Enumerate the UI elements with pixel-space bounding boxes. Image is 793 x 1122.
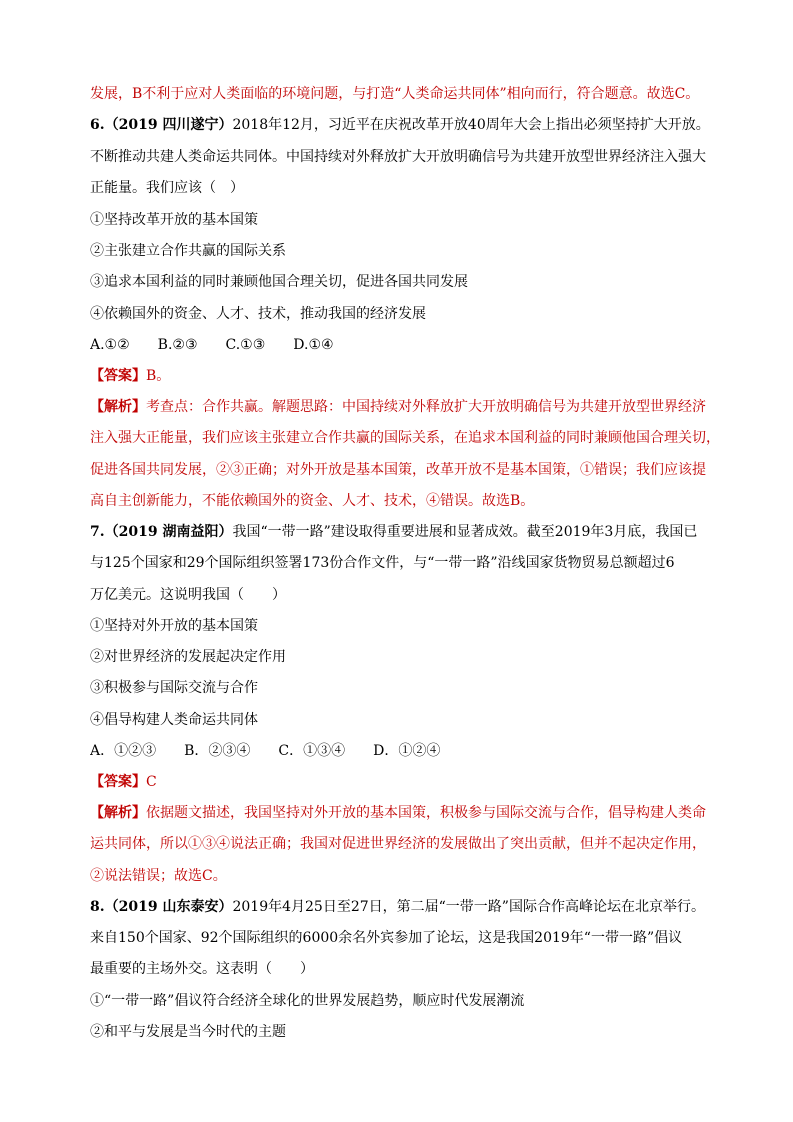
- q7-stem-line-2: 与125个国家和29个国际组织签署173份合作文件，与“一带一路”沿线国家货物贸易总额超过6: [90, 555, 675, 571]
- q6-stem-text: 2018年12月，习近平在庆祝改革开放40周年大会上指出必须坚持扩大开放。: [232, 117, 710, 133]
- q7-answer: [90, 772, 730, 792]
- q7-answer-value: C: [146, 774, 157, 790]
- q7-analysis-line-3: ②说法错误；故选C。: [90, 868, 227, 884]
- q7-answer-label: 【答案】: [90, 774, 146, 790]
- q8-item-1: ①“一带一路”倡议符合经济全球化的世界发展趋势，顺应时代发展潮流: [90, 993, 525, 1009]
- q8-stem-line-1: [90, 897, 730, 917]
- q7-analysis-label: 【解析】: [90, 805, 146, 821]
- q6-answer: [90, 366, 730, 386]
- previous-analysis-tail: 发展，B不利于应对人类面临的环境问题，与打造“人类命运共同体”相向而行，符合题意。故选C。: [90, 86, 700, 102]
- q6-answer-value: B。: [146, 368, 171, 384]
- q7-item-4: ④倡导构建人类命运共同体: [90, 712, 258, 728]
- q7-analysis-line-1: [90, 803, 730, 823]
- q7-analysis-line-2: 运共同体，所以①③④说法正确；我国对促进世界经济的发展做出了突出贡献，但并不起决定作用，: [90, 836, 706, 852]
- q6-analysis-line-3: 促进各国共同发展，②③正确；对外开放是基本国策，改革开放不是基本国策，①错误；我们应该提: [90, 462, 706, 478]
- q6-analysis-line-1: [90, 397, 730, 417]
- q7-analysis-text: 依据题文描述，我国坚持对外开放的基本国策，积极参与国际交流与合作，倡导构建人类命: [146, 805, 706, 821]
- q8-stem-text: 2019年4月25日至27日，第二届“一带一路”国际合作高峰论坛在北京举行。: [232, 899, 705, 915]
- q6-analysis-label: 【解析】: [90, 399, 146, 415]
- q6-answer-label: 【答案】: [90, 368, 146, 384]
- q8-stem-line-2: 来自150个国家、92个国际组织的6000余名外宾参加了论坛，这是我国2019年“一带一路”倡议: [90, 930, 683, 946]
- q7-stem-line-1: [90, 522, 730, 542]
- q8-source: （2019 山东泰安）: [104, 899, 233, 915]
- q7-options: A．①②③ B．②③④ C．①③④ D．①②④: [90, 743, 441, 759]
- q6-stem-line-3: 正能量。我们应该（ ）: [90, 180, 244, 196]
- q7-item-3: ③积极参与国际交流与合作: [90, 680, 258, 696]
- q6-analysis-line-4: 高自主创新能力，不能依赖国外的资金、人才、技术，④错误。故选B。: [90, 493, 535, 509]
- q7-number: 7.: [90, 524, 105, 540]
- q7-stem-line-3: 万亿美元。这说明我国（ ）: [90, 587, 286, 603]
- q6-options: A.①② B.②③ C.①③ D.①④: [90, 337, 334, 353]
- q6-analysis-line-2: 注入强大正能量，我们应该主张建立合作共赢的国际关系，在追求本国利益的同时兼顾他国合理关切，: [90, 430, 720, 446]
- q8-item-2: ②和平与发展是当今时代的主题: [90, 1024, 286, 1040]
- q6-item-3: ③追求本国利益的同时兼顾他国合理关切，促进各国共同发展: [90, 274, 468, 290]
- q6-stem-line-1: [90, 115, 730, 135]
- q7-stem-text: 我国“一带一路”建设取得重要进展和显著成效。截至2019年3月底，我国已: [232, 524, 698, 540]
- q6-stem-line-2: 不断推动共建人类命运共同体。中国持续对外释放扩大开放明确信号为共建开放型世界经济注入强大: [90, 149, 706, 165]
- q8-number: 8.: [90, 899, 105, 915]
- q7-source: （2019 湖南益阳）: [104, 524, 233, 540]
- q6-item-4: ④依赖国外的资金、人才、技术，推动我国的经济发展: [90, 306, 426, 322]
- q7-item-1: ①坚持对外开放的基本国策: [90, 618, 258, 634]
- q6-number: 6.: [90, 117, 105, 133]
- q6-item-1: ①坚持改革开放的基本国策: [90, 212, 258, 228]
- q6-analysis-text: 考查点：合作共赢。解题思路：中国持续对外释放扩大开放明确信号为共建开放型世界经济: [146, 399, 706, 415]
- q6-source: （2019 四川遂宁）: [104, 117, 233, 133]
- q8-stem-line-3: 最重要的主场外交。这表明（ ）: [90, 961, 314, 977]
- q7-item-2: ②对世界经济的发展起决定作用: [90, 649, 286, 665]
- q6-item-2: ②主张建立合作共赢的国际关系: [90, 243, 286, 259]
